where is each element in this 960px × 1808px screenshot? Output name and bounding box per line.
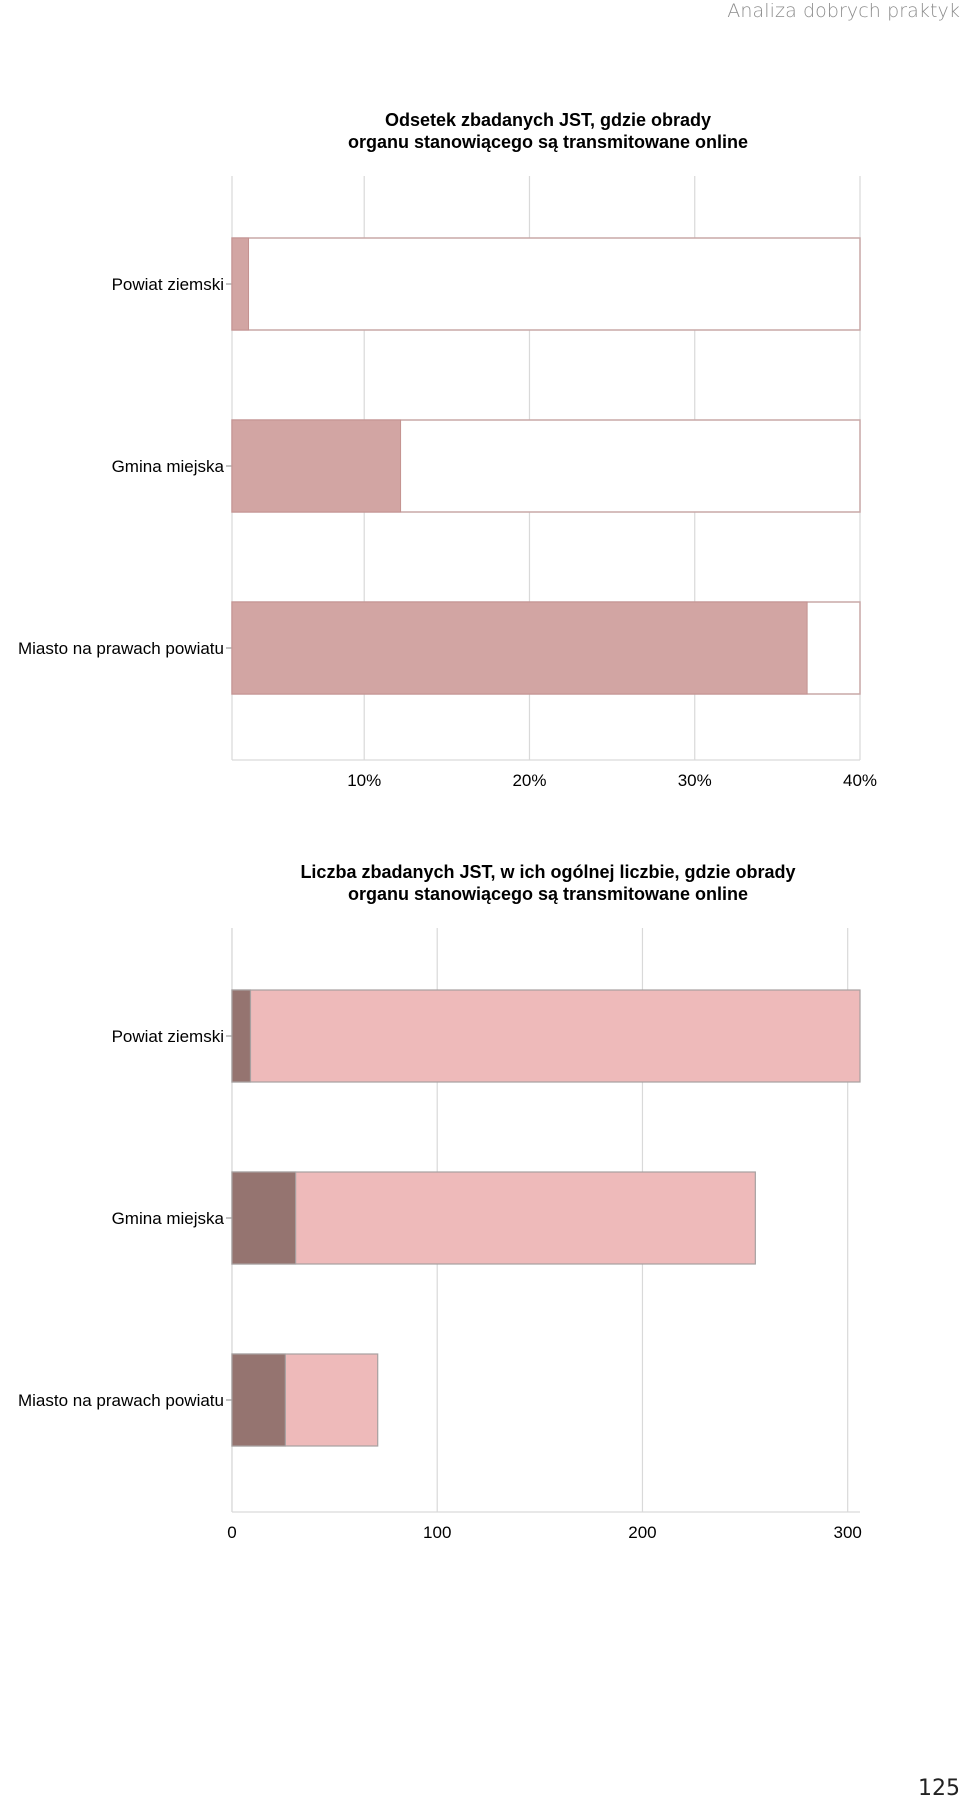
count-bar-total	[232, 990, 860, 1082]
pct-tick-label: 30%	[677, 771, 712, 790]
count-tick-label: 300	[833, 1523, 862, 1542]
pct-bar-frame	[232, 238, 860, 330]
pct-tick-label: 10%	[347, 771, 382, 790]
count-tick-label: 0	[227, 1523, 237, 1542]
count-bar-online	[232, 1354, 285, 1446]
percentage-chart	[0, 104, 960, 804]
pct-tick-label: 40%	[842, 771, 878, 790]
pct-category-label: Miasto na prawach powiatu	[17, 639, 224, 658]
percentage-chart-svg	[0, 104, 960, 804]
count-tick-label: 200	[628, 1523, 657, 1542]
count-title-line: Liczba zbadanych JST, w ich ogólnej liczbie, gdzie obrady	[300, 862, 796, 882]
pct-title-line: organu stanowiącego są transmitowane online	[347, 132, 749, 152]
count-bar-online	[232, 1172, 296, 1264]
count-title-line: organu stanowiącego są transmitowane online	[347, 884, 749, 904]
count-category-label: Miasto na prawach powiatu	[17, 1391, 224, 1410]
count-chart	[0, 856, 960, 1556]
count-chart-svg	[0, 856, 960, 1556]
pct-title-line: Odsetek zbadanych JST, gdzie obrady	[384, 110, 712, 130]
pct-bar	[232, 420, 401, 512]
pct-tick-label: 20%	[512, 771, 547, 790]
count-category-label: Gmina miejska	[111, 1209, 224, 1228]
count-bar-total	[232, 1172, 755, 1264]
pct-bar	[232, 602, 807, 694]
pct-category-label: Gmina miejska	[111, 457, 224, 476]
pct-category-label: Powiat ziemski	[111, 275, 224, 294]
page-number: 125	[918, 1776, 960, 1801]
running-head: Analiza dobrych praktyk	[727, 0, 960, 22]
count-tick-label: 100	[423, 1523, 452, 1542]
count-bar-online	[232, 990, 250, 1082]
pct-bar	[232, 238, 249, 330]
count-category-label: Powiat ziemski	[111, 1027, 224, 1046]
